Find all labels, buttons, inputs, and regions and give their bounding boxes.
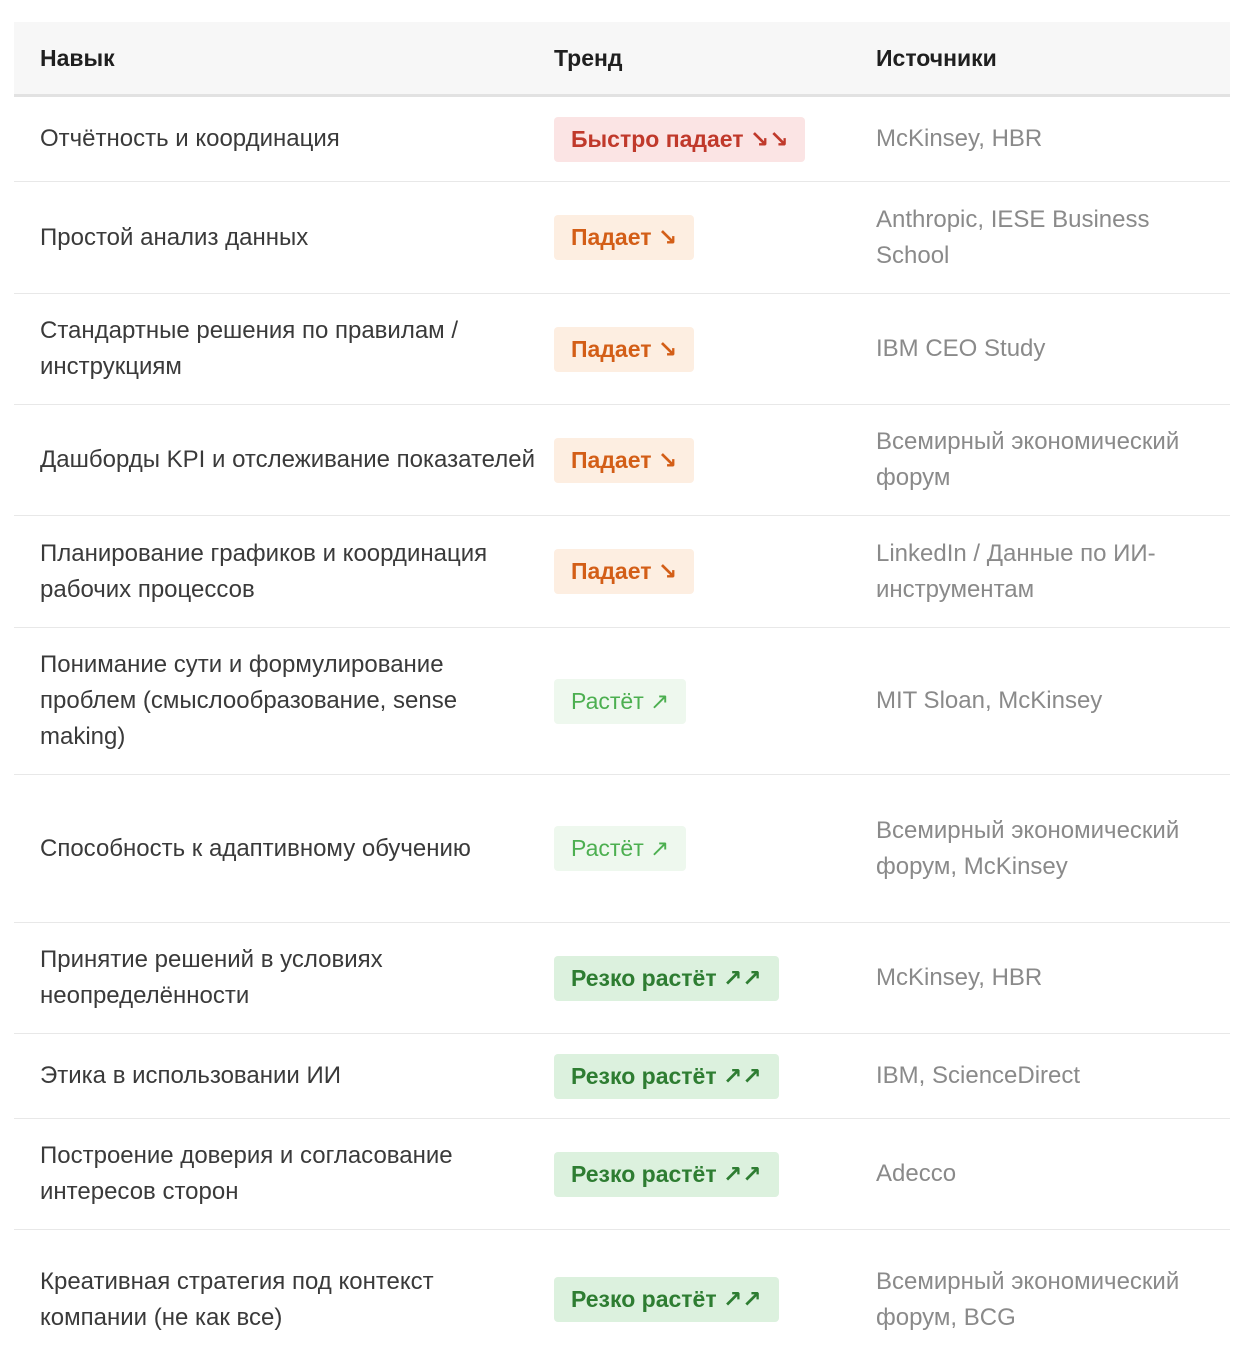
trend-badge-up: Растёт ↗ [554,826,686,871]
sources-cell: McKinsey, HBR [876,923,1230,1034]
trend-cell [554,1034,876,1119]
skill-cell: Способность к адаптивному обучению [14,775,554,923]
sources-cell: McKinsey, HBR [876,96,1230,182]
trend-cell [554,628,876,775]
trend-cell [554,775,876,923]
sources-cell: IBM, ScienceDirect [876,1034,1230,1119]
skills-trend-table-container [14,22,1230,1370]
skill-cell: Отчётность и координация [14,96,554,182]
trend-badge-sharp-up: Резко растёт ↗↗ [554,1277,779,1322]
header-row [14,22,1230,96]
trend-badge-sharp-up: Резко растёт ↗↗ [554,1152,779,1197]
skill-cell: Простой анализ данных [14,182,554,294]
sources-cell: Всемирный экономический форум, McKinsey [876,775,1230,923]
trend-badge-down: Падает ↘ [554,438,694,483]
sources-cell: Anthropic, IESE Business School [876,182,1230,294]
table-row [14,294,1230,405]
skill-cell: Принятие решений в условиях неопределённости [14,923,554,1034]
skill-cell: Планирование графиков и координация рабочих процессов [14,516,554,628]
skill-cell: Креативная стратегия под контекст компании (не как все) [40,1267,434,1331]
skills-trend-table [14,22,1230,1370]
sources-cell: LinkedIn / Данные по ИИ-инструментам [876,516,1230,628]
trend-badge-down: Падает ↘ [554,549,694,594]
trend-badge-down: Падает ↘ [554,215,694,260]
skill-cell: Дашборды KPI и отслеживание показателей [14,405,554,516]
table-row [14,1034,1230,1119]
trend-cell [554,96,876,182]
skill-cell: Стандартные решения по правилам / инструкциям [14,294,554,405]
trend-cell [554,923,876,1034]
skill-cell: Построение доверия и согласование интересов сторон [14,1119,554,1230]
trend-cell [554,182,876,294]
table-row [14,516,1230,628]
header-sources: Источники [876,22,1230,96]
trend-cell [554,1119,876,1230]
table-row [14,1119,1230,1230]
trend-cell [554,1230,876,1370]
trend-cell [554,405,876,516]
table-header [14,22,1230,96]
table-row [14,775,1230,923]
trend-badge-fast-down: Быстро падает ↘↘ [554,117,805,162]
trend-badge-up: Растёт ↗ [554,679,686,724]
trend-cell [554,294,876,405]
trend-badge-sharp-up: Резко растёт ↗↗ [554,956,779,1001]
trend-cell [554,516,876,628]
trend-badge-sharp-up: Резко растёт ↗↗ [554,1054,779,1099]
table-row [14,923,1230,1034]
sources-cell: Всемирный экономический форум, BCG [876,1267,1180,1331]
header-skill: Навык [14,22,554,96]
table-body [14,96,1230,1370]
table-row [14,182,1230,294]
header-trend: Тренд [554,22,876,96]
sources-cell: IBM CEO Study [876,294,1230,405]
sources-cell: Adecco [876,1119,1230,1230]
trend-badge-down: Падает ↘ [554,327,694,372]
sources-cell: MIT Sloan, McKinsey [876,628,1230,775]
skill-cell: Этика в использовании ИИ [14,1034,554,1119]
table-row [14,628,1230,775]
skill-cell: Понимание сути и формулирование проблем (смыслообразование, sense making) [14,628,554,775]
table-row [14,96,1230,182]
table-row [14,1230,1230,1370]
sources-cell: Всемирный экономический форум [876,405,1230,516]
table-row [14,405,1230,516]
